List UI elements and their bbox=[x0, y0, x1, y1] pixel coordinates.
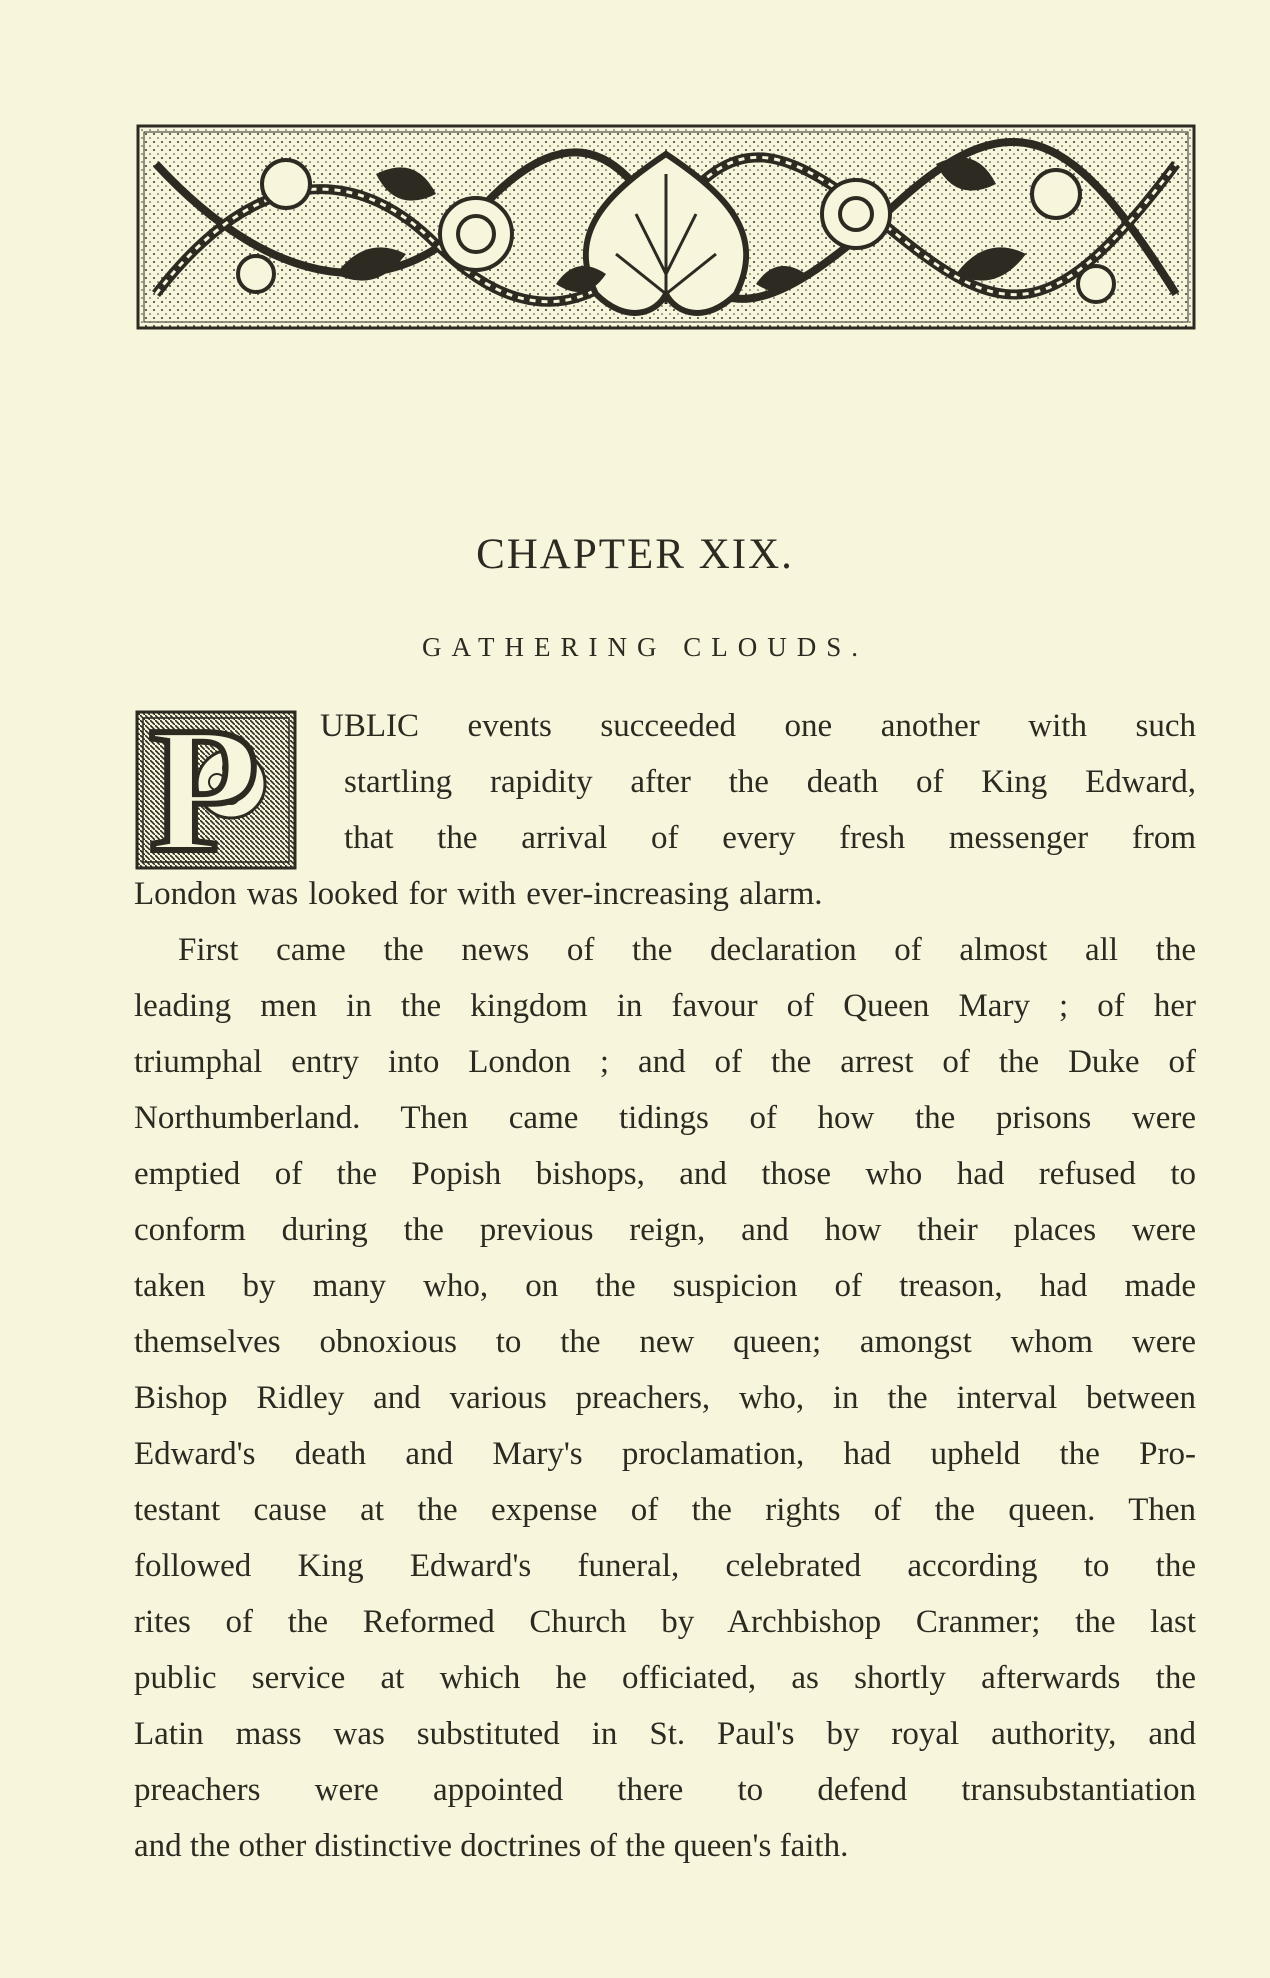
ornamental-headpiece-illustration bbox=[136, 124, 1196, 330]
paragraph-2-line: taken by many who, on the suspicion of treason, had made bbox=[134, 1268, 1196, 1304]
paragraph-2-line: emptied of the Popish bishops, and those who had refused to bbox=[134, 1156, 1196, 1192]
paragraph-2-line: leading men in the kingdom in favour of Queen Mary ; of her bbox=[134, 988, 1196, 1024]
paragraph-2-line: Bishop Ridley and various preachers, who, in the interval between bbox=[134, 1380, 1196, 1416]
paragraph-2-line: testant cause at the expense of the rights of the queen. Then bbox=[134, 1492, 1196, 1528]
ornamental-initial-letter: P bbox=[149, 690, 259, 889]
paragraph-2-line: Edward's death and Mary's proclamation, had upheld the Pro- bbox=[134, 1436, 1196, 1472]
paragraph-2-line: themselves obnoxious to the new queen; amongst whom were bbox=[134, 1324, 1196, 1360]
paragraph-1-line: UBLIC events succeeded one another with such bbox=[320, 708, 1196, 744]
paragraph-1-line: that the arrival of every fresh messenger from bbox=[344, 820, 1196, 856]
paragraph-2-line: Northumberland. Then came tidings of how the prisons were bbox=[134, 1100, 1196, 1136]
paragraph-2-line: and the other distinctive doctrines of the queen's faith. bbox=[134, 1828, 849, 1864]
paragraph-2-line: conform during the previous reign, and how their places were bbox=[134, 1212, 1196, 1248]
paragraph-1-line: startling rapidity after the death of King Edward, bbox=[344, 764, 1196, 800]
paragraph-2-line: First came the news of the declaration of almost all the bbox=[178, 932, 1196, 968]
paragraph-2 bbox=[134, 922, 1196, 1874]
paragraph-2-line: preachers were appointed there to defend transubstantiation bbox=[134, 1772, 1196, 1808]
paragraph-1-line: London was looked for with ever-increasing alarm. bbox=[134, 876, 823, 912]
paragraph-2-line: public service at which he officiated, as shortly afterwards the bbox=[134, 1660, 1196, 1696]
paragraph-2-line: followed King Edward's funeral, celebrated according to the bbox=[134, 1548, 1196, 1584]
chapter-title: CHAPTER XIX. bbox=[476, 531, 794, 578]
paragraph-2-line: triumphal entry into London ; and of the arrest of the Duke of bbox=[134, 1044, 1196, 1080]
paragraph-2-line: Latin mass was substituted in St. Paul's by royal authority, and bbox=[134, 1716, 1196, 1752]
paragraph-2-line: rites of the Reformed Church by Archbishop Cranmer; the last bbox=[134, 1604, 1196, 1640]
paragraph-1 bbox=[134, 690, 1196, 922]
chapter-subtitle: GATHERING CLOUDS. bbox=[422, 632, 868, 662]
